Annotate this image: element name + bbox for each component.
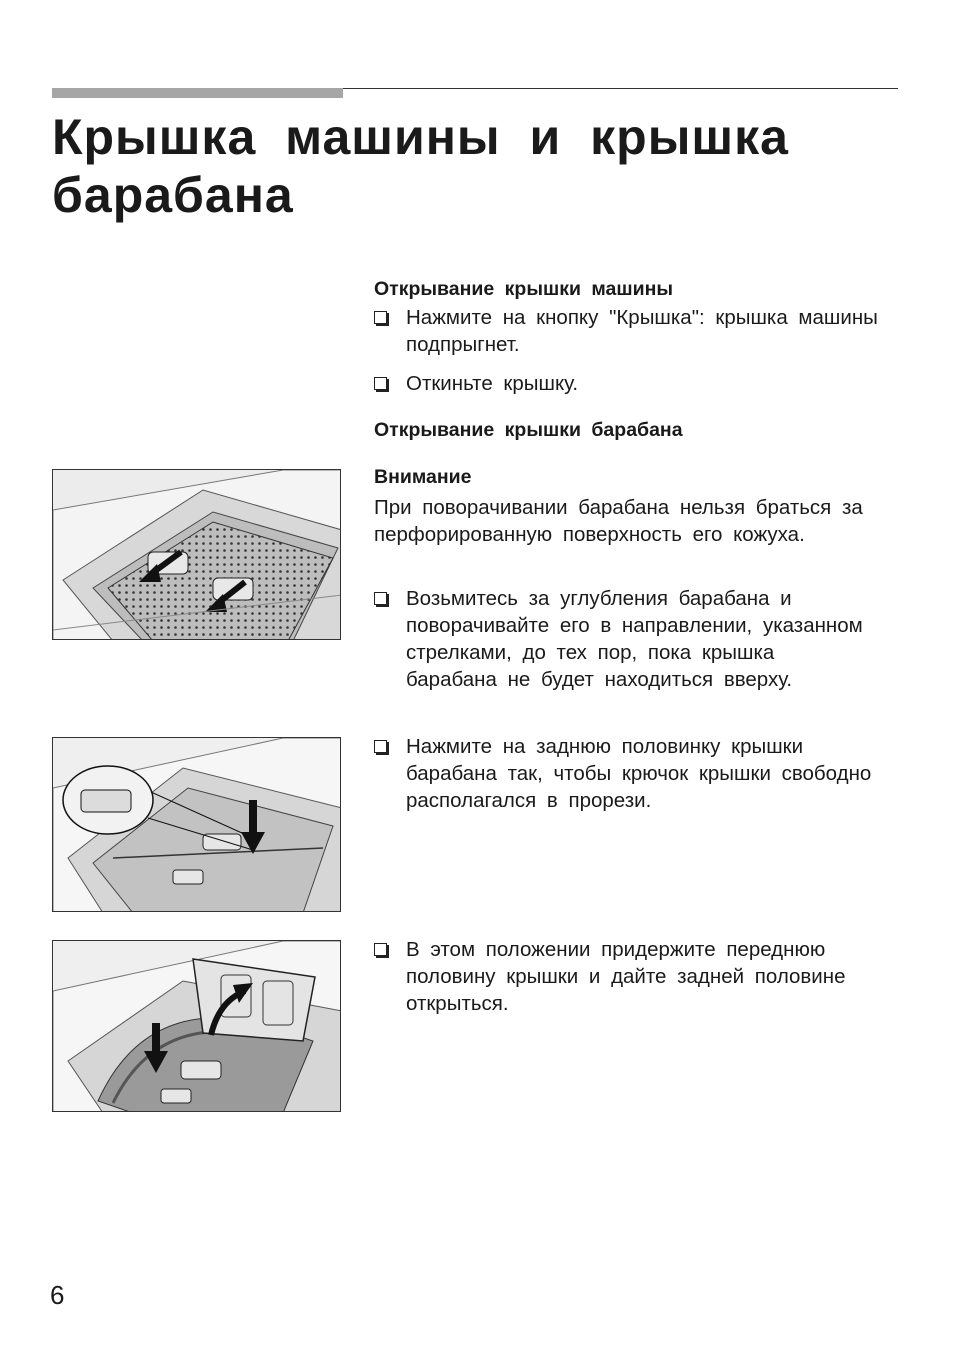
checkbox-bullet-icon	[374, 740, 387, 753]
page-number: 6	[50, 1280, 65, 1310]
drum-rotate-illustration	[52, 469, 341, 640]
checkbox-bullet-icon	[374, 377, 387, 390]
step-text: Нажмите на заднюю половинку крышки барабана так, чтобы крючок крышки свободно располагался в прорези.	[406, 735, 872, 812]
checkbox-bullet-icon	[374, 311, 387, 324]
header-accent-bar	[52, 88, 343, 98]
step-text: В этом положении придержите переднюю половину крышки и дайте задней половине открыться.	[406, 938, 846, 1015]
warning-heading: Внимание	[374, 466, 472, 488]
step-item	[374, 733, 874, 814]
checkbox-bullet-icon	[374, 592, 387, 605]
step-text: Возьмитесь за углубления барабана и поворачивайте его в направлении, указанном стрелками, до тех пор, пока крышка барабана не будет находиться вверху.	[406, 587, 863, 691]
lid-opening-illustration	[52, 940, 341, 1112]
step-text: Откиньте крышку.	[406, 372, 579, 395]
section-heading-open-machine-lid: Открывание крышки машины	[374, 278, 674, 300]
step-item	[374, 585, 874, 693]
press-rear-lid-illustration	[52, 737, 341, 912]
step-text: Нажмите на кнопку "Крышка": крышка машины подпрыгнет.	[406, 306, 878, 356]
step-item	[374, 936, 904, 1017]
page-title: Крышка машины и крышка барабана	[52, 109, 789, 223]
step-item	[374, 370, 904, 397]
warning-text: При поворачивании барабана нельзя браться за перфорированную поверхность его кожуха.	[374, 496, 863, 546]
section-heading-open-drum-lid: Открывание крышки барабана	[374, 419, 683, 441]
checkbox-bullet-icon	[374, 943, 387, 956]
step-item	[374, 304, 904, 358]
